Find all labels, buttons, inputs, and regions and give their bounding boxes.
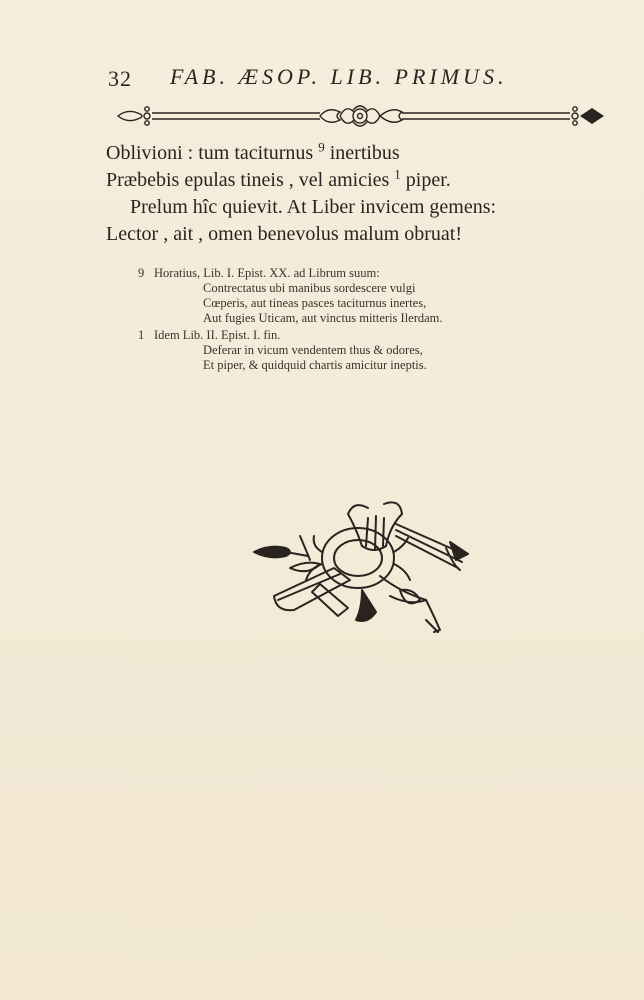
footnote-1	[138, 328, 558, 373]
lyre-trophy-vignette-icon	[250, 496, 472, 636]
page-number: 32	[108, 66, 132, 91]
verse-line-3: Prelum hîc quievit. At Liber invicem gemens:	[130, 196, 497, 218]
note-reference: 1	[394, 166, 401, 182]
footnote-number: 1	[138, 328, 145, 342]
footnote-9	[138, 266, 558, 326]
footnote-quote-line: Cœperis, aut tineas pasces taciturnus inertes,	[203, 296, 427, 310]
page-header	[108, 64, 558, 98]
verse-line-2: Præbebis epulas tineis , vel amicies $^1$ piper.	[106, 166, 451, 191]
running-title: FAB. ÆSOP. LIB. PRIMUS.	[170, 64, 508, 89]
footnote-heading: 1 Idem Lib. II. Epist. I. fin.	[138, 328, 281, 342]
footnote-heading: 9 Horatius, Lib. I. Epist. XX. ad Librum suum:	[138, 266, 380, 280]
note-reference: 9	[318, 139, 325, 155]
footnote-quote-line: Deferar in vicum vendentem thus & odores,	[203, 343, 423, 357]
footnote-number: 9	[138, 266, 145, 280]
footnote-quote-line: Et piper, & quidquid chartis amicitur ineptis.	[203, 358, 427, 372]
footnote-quote-line: Contrectatus ubi manibus sordescere vulgi	[203, 281, 416, 295]
footnotes	[138, 266, 558, 373]
verse-block	[106, 140, 576, 248]
footnote-quote-line: Aut fugies Uticam, aut vinctus mitteris Ilerdam.	[203, 311, 443, 325]
verse-line-4: Lector , ait , omen benevolus malum obruat!	[106, 223, 463, 245]
verse-line-1: Oblivioni : tum taciturnus $^9$ inertibus	[106, 139, 400, 164]
floral-ornament-rule-icon	[114, 100, 606, 132]
